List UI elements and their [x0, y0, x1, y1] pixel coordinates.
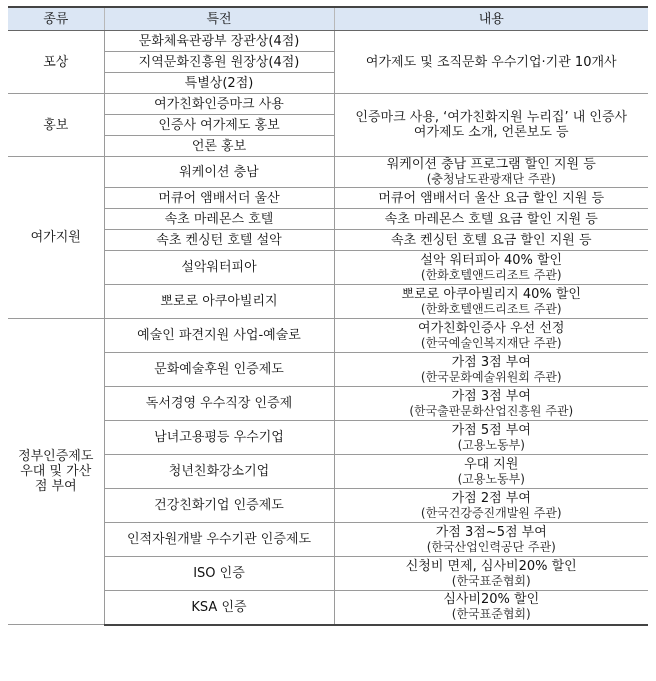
- header-type: 종류: [8, 7, 104, 31]
- category-cell: 포상: [8, 31, 104, 94]
- benefit-cell: 독서경영 우수직장 인증제: [104, 387, 334, 421]
- benefit-cell: 여가친화인증마크 사용: [104, 94, 334, 115]
- benefit-cell: 뽀로로 아쿠아빌리지: [104, 285, 334, 319]
- content-main: 뽀로로 아쿠아빌리지 40% 할인: [401, 286, 581, 302]
- table-row: [8, 387, 648, 421]
- category-cell: 여가지원: [8, 157, 104, 319]
- content-main: 여가친화인증사 우선 선정: [418, 320, 565, 336]
- content-note: (한화호텔앤드리조트 주관): [420, 301, 562, 316]
- content-note: (한국표준협회): [451, 607, 531, 622]
- content-note: (고용노동부): [457, 437, 525, 452]
- benefit-cell: 워케이션 충남: [104, 157, 334, 188]
- content-note: (고용노동부): [457, 471, 525, 486]
- content-cell: [334, 251, 648, 285]
- category-cell: 홍보: [8, 94, 104, 157]
- content-note: (한국건강증진개발원 주관): [420, 505, 562, 520]
- content-cell: [334, 157, 648, 188]
- content-cell: [334, 489, 648, 523]
- benefit-cell: 언론 홍보: [104, 136, 334, 157]
- content-cell: [334, 557, 648, 591]
- table-row: [8, 188, 648, 209]
- benefit-cell: 속초 마레몬스 호텔: [104, 209, 334, 230]
- benefit-cell: 예술인 파견지원 사업-예술로: [104, 319, 334, 353]
- content-cell: [334, 387, 648, 421]
- header-row: [8, 7, 648, 31]
- benefit-cell: 인증사 여가제도 홍보: [104, 115, 334, 136]
- content-note: (한화호텔앤드리조트 주관): [420, 267, 562, 282]
- content-note: (한국산업인력공단 주관): [426, 539, 556, 554]
- category-line: 우대 및 가산: [20, 464, 92, 479]
- content-note: (한국표준협회): [451, 573, 531, 588]
- table-row: [8, 230, 648, 251]
- content-note: (한국문화예술위원회 주관): [420, 369, 562, 384]
- content-cell: [334, 523, 648, 557]
- table-row: [8, 285, 648, 319]
- content-cell: 속초 마레몬스 호텔 요금 할인 지원 등: [334, 209, 648, 230]
- table-row: [8, 251, 648, 285]
- table-row: [8, 353, 648, 387]
- benefit-cell: KSA 인증: [104, 591, 334, 625]
- benefit-cell: 속초 켄싱턴 호텔 설악: [104, 230, 334, 251]
- benefit-cell: 문화예술후원 인증제도: [104, 353, 334, 387]
- category-cell: [8, 319, 104, 625]
- content-cell: 머큐어 앰배서더 울산 요금 할인 지원 등: [334, 188, 648, 209]
- benefit-cell: 남녀고용평등 우수기업: [104, 421, 334, 455]
- content-main: 가점 5점 부여: [451, 422, 531, 438]
- content-note: (충청남도관광재단 주관): [426, 172, 556, 186]
- benefit-cell: 인적자원개발 우수기관 인증제도: [104, 523, 334, 557]
- benefit-cell: 지역문화진흥원 원장상(4점): [104, 52, 334, 73]
- table-row: [8, 489, 648, 523]
- benefit-cell: ISO 인증: [104, 557, 334, 591]
- table-row: [8, 94, 648, 115]
- table-row: [8, 455, 648, 489]
- table-row: [8, 157, 648, 188]
- table-row: [8, 319, 648, 353]
- content-cell: 속초 켄싱턴 호텔 요금 할인 지원 등: [334, 230, 648, 251]
- benefit-cell: 특별상(2점): [104, 73, 334, 94]
- table-row: [8, 523, 648, 557]
- content-main: 가점 3점 부여: [451, 354, 531, 370]
- benefit-cell: 청년친화강소기업: [104, 455, 334, 489]
- benefit-cell: 설악워터피아: [104, 251, 334, 285]
- content-cell: [334, 591, 648, 625]
- category-line: 정부인증제도: [18, 449, 94, 464]
- table-row: [8, 31, 648, 52]
- content-main: 가점 3점~5점 부여: [435, 524, 547, 540]
- table-row: [8, 209, 648, 230]
- header-content: 내용: [334, 7, 648, 31]
- content-main: 가점 2점 부여: [451, 490, 531, 506]
- content-main: 워케이션 충남 프로그램 할인 지원 등: [386, 157, 596, 172]
- content-note: (한국출판문화산업진흥원 주관): [409, 403, 574, 418]
- content-cell: [334, 353, 648, 387]
- content-line: 인증마크 사용, ‘여가친화지원 누리집’ 내 인증사: [355, 110, 628, 125]
- content-cell: 여가제도 및 조직문화 우수기업·기관 10개사: [334, 31, 648, 94]
- content-note: (한국예술인복지재단 주관): [420, 335, 562, 350]
- content-cell: [334, 94, 648, 157]
- content-main: 심사비20% 할인: [443, 592, 540, 608]
- content-cell: [334, 285, 648, 319]
- content-cell: [334, 319, 648, 353]
- content-main: 우대 지원: [464, 456, 519, 472]
- header-benefit: 특전: [104, 7, 334, 31]
- benefits-table: [8, 6, 648, 626]
- content-cell: [334, 421, 648, 455]
- category-line: 점 부여: [34, 479, 77, 494]
- table-row: [8, 421, 648, 455]
- content-line: 여가제도 소개, 언론보도 등: [413, 125, 569, 140]
- table-row: [8, 591, 648, 625]
- benefit-cell: 문화체육관광부 장관상(4점): [104, 31, 334, 52]
- content-main: 가점 3점 부여: [451, 388, 531, 404]
- content-cell: [334, 455, 648, 489]
- content-main: 설악 워터피아 40% 할인: [420, 252, 563, 268]
- content-main: 신청비 면제, 심사비20% 할인: [405, 558, 577, 574]
- benefit-cell: 머큐어 앰배서더 울산: [104, 188, 334, 209]
- table-row: [8, 557, 648, 591]
- benefit-cell: 건강친화기업 인증제도: [104, 489, 334, 523]
